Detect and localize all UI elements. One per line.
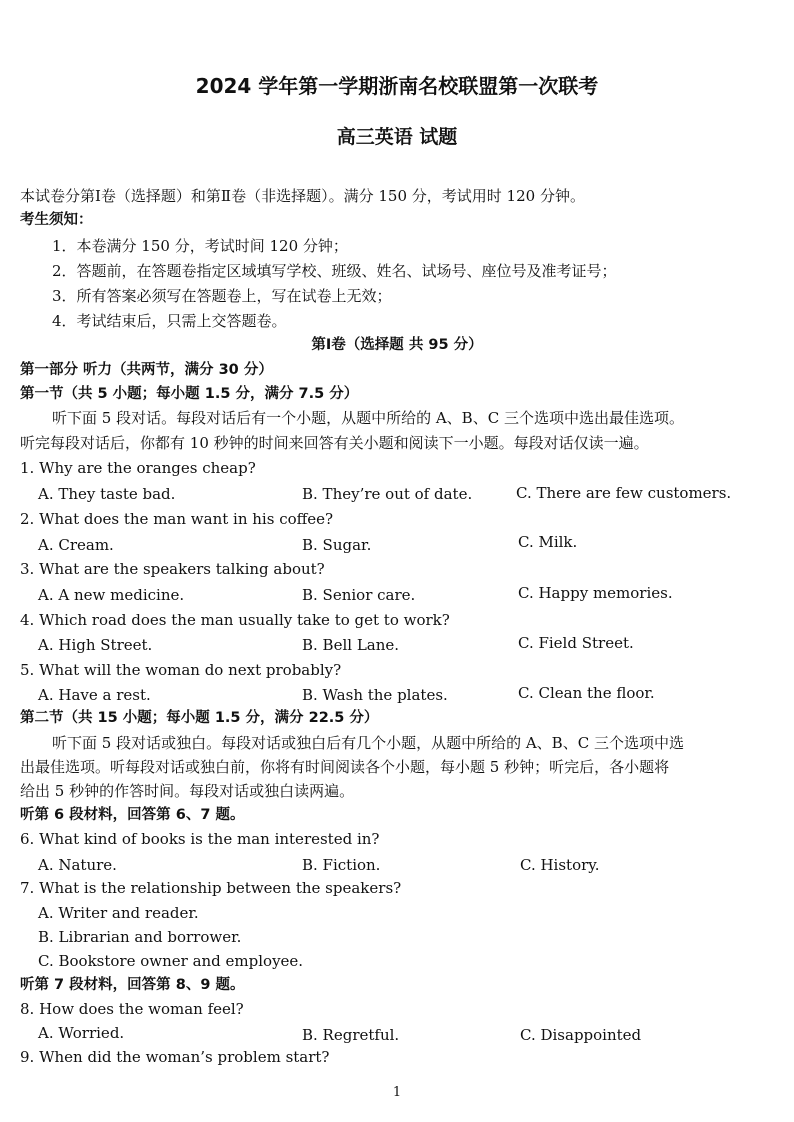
- option-c: C. Milk.: [518, 533, 578, 551]
- exam-title: 2024 学年第一学期浙南名校联盟第一次联考: [195, 74, 599, 98]
- question-7: 7. What is the relationship between the speakers?: [20, 879, 402, 897]
- option-c: C. Field Street.: [518, 634, 634, 652]
- section1-instructions: 听下面 5 段对话。每段对话后有一个小题，从题中所给的 A、B、C 三个选项中选出最佳选项。: [52, 409, 684, 427]
- option-a: A. High Street.: [38, 636, 153, 654]
- volume-heading: 第Ⅰ卷（选择题 共 95 分）: [311, 337, 483, 353]
- option-a: A. Worried.: [38, 1024, 125, 1042]
- section2-instructions: 出最佳选项。听每段对话或独白前，你将有时间阅读各个小题，每小题 5 秒钟；听完后，各小题将: [20, 758, 670, 776]
- section2-instructions: 给出 5 秒钟的作答时间。每段对话或独白读两遍。: [20, 782, 355, 800]
- option-c: C. History.: [520, 856, 600, 874]
- question-4: 4. Which road does the man usually take to get to work?: [20, 611, 450, 629]
- question-9: 9. When did the woman’s problem start?: [20, 1048, 330, 1066]
- option-a: A. Writer and reader.: [38, 904, 199, 922]
- exam-subtitle: 高三英语 试题: [336, 126, 458, 148]
- option-a: A. Cream.: [38, 536, 114, 554]
- notice-item: 1．本卷满分 150 分，考试时间 120 分钟；: [52, 237, 348, 255]
- notice-item: 2．答题前，在答题卷指定区域填写学校、班级、姓名、试场号、座位号及准考证号；: [52, 262, 617, 280]
- option-b: B. Wash the plates.: [302, 686, 448, 704]
- option-b: B. Librarian and borrower.: [38, 928, 242, 946]
- question-6: 6. What kind of books is the man interested in?: [20, 830, 380, 848]
- section1-instructions: 听完每段对话后，你都有 10 秒钟的时间来回答有关小题和阅读下一小题。每段对话仅读一遍。: [20, 434, 649, 452]
- option-b: B. Sugar.: [302, 536, 372, 554]
- option-b: B. Regretful.: [302, 1026, 400, 1044]
- option-c: C. Happy memories.: [518, 584, 673, 602]
- notice-item: 4．考试结束后，只需上交答题卷。: [52, 312, 287, 330]
- option-a: A. Have a rest.: [38, 686, 151, 704]
- option-a: A. A new medicine.: [38, 586, 185, 604]
- option-a: A. Nature.: [38, 856, 117, 874]
- option-c: C. Clean the floor.: [518, 684, 655, 702]
- material-heading: 听第 6 段材料，回答第 6、7 题。: [20, 807, 245, 823]
- part-heading: 第一部分 听力（共两节，满分 30 分）: [20, 362, 273, 378]
- material-heading: 听第 7 段材料，回答第 8、9 题。: [20, 977, 245, 993]
- option-b: B. Bell Lane.: [302, 636, 400, 654]
- option-c: C. Disappointed: [520, 1026, 642, 1044]
- option-c: C. There are few customers.: [516, 484, 732, 502]
- option-a: A. They taste bad.: [38, 485, 176, 503]
- section2-instructions: 听下面 5 段对话或独白。每段对话或独白后有几个小题，从题中所给的 A、B、C 三个选项中选: [52, 734, 684, 752]
- question-1: 1. Why are the oranges cheap?: [20, 459, 256, 477]
- page-number: 1: [392, 1085, 402, 1100]
- question-5: 5. What will the woman do next probably?: [20, 661, 342, 679]
- question-2: 2. What does the man want in his coffee?: [20, 510, 334, 528]
- option-b: B. They’re out of date.: [302, 485, 473, 503]
- section2-heading: 第二节（共 15 小题；每小题 1.5 分，满分 22.5 分）: [20, 710, 379, 726]
- notice-item: 3．所有答案必须写在答题卷上，写在试卷上无效；: [52, 287, 392, 305]
- option-c: C. Bookstore owner and employee.: [38, 952, 304, 970]
- option-b: B. Senior care.: [302, 586, 416, 604]
- notice-heading: 考生须知：: [20, 212, 93, 228]
- intro-text: 本试卷分第Ⅰ卷（选择题）和第Ⅱ卷（非选择题）。满分 150 分，考试用时 120 分钟。: [20, 187, 585, 205]
- option-b: B. Fiction.: [302, 856, 381, 874]
- question-8: 8. How does the woman feel?: [20, 1000, 244, 1018]
- question-3: 3. What are the speakers talking about?: [20, 560, 325, 578]
- section1-heading: 第一节（共 5 小题；每小题 1.5 分，满分 7.5 分）: [20, 386, 359, 402]
